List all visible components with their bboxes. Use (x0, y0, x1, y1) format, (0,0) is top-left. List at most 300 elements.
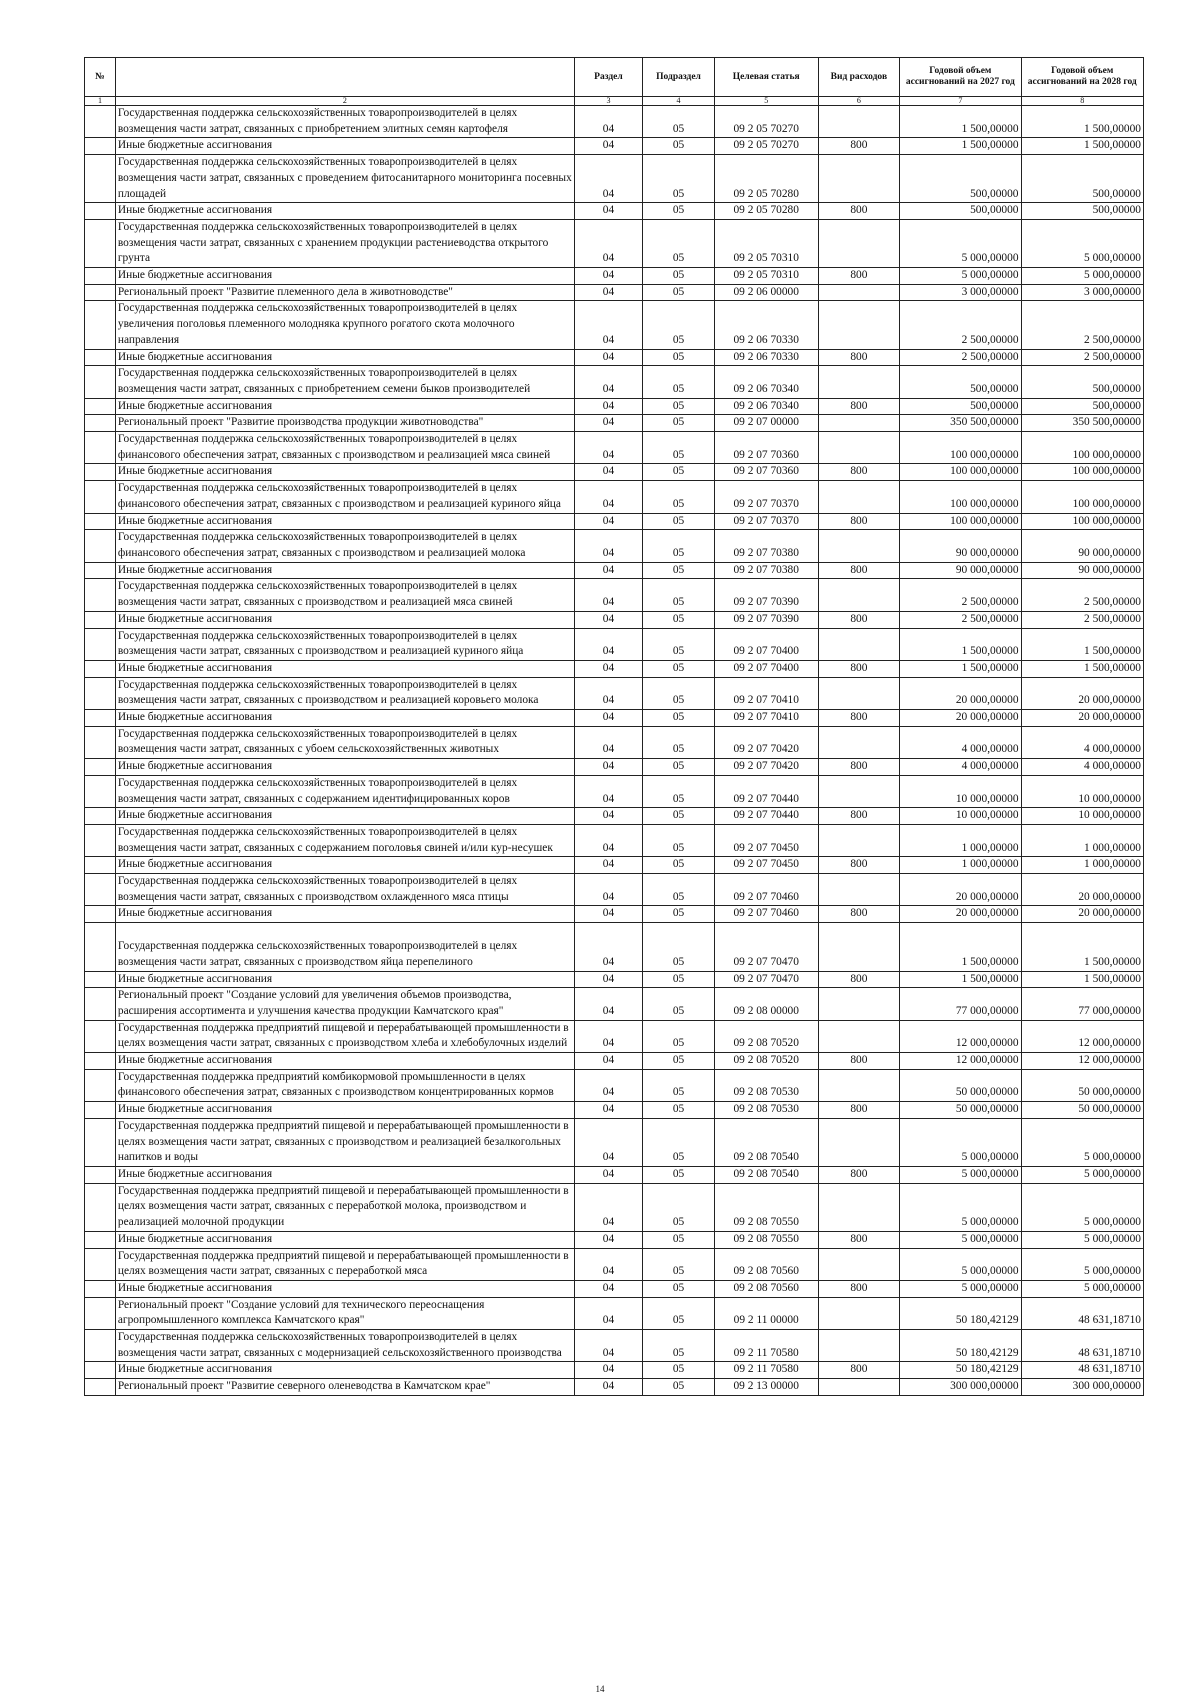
row-target-article-cell: 09 2 07 70460 (714, 906, 818, 923)
row-amount-2027-cell: 90 000,00000 (900, 530, 1021, 562)
row-name-cell: Государственная поддержка сельскохозяйственных товаропроизводителей в целях возмещения части затрат, связанных с производством и реализацией мяса свиней (115, 579, 574, 611)
row-target-article-cell: 09 2 07 70410 (714, 710, 818, 727)
row-amount-2027-cell: 100 000,00000 (900, 481, 1021, 513)
row-expense-type-cell: 800 (818, 710, 900, 727)
row-podrazdel-cell: 05 (643, 759, 715, 776)
row-number-cell (85, 481, 116, 513)
row-podrazdel-cell: 05 (643, 611, 715, 628)
row-razdel-cell: 04 (574, 1379, 642, 1396)
row-target-article-cell: 09 2 08 70540 (714, 1118, 818, 1166)
table-row (85, 398, 1144, 415)
table-row (85, 906, 1144, 923)
row-razdel-cell: 04 (574, 138, 642, 155)
row-name-cell: Государственная поддержка сельскохозяйственных товаропроизводителей в целях увеличения поголовья племенного молодняка крупного рогатого скота молочного направления (115, 301, 574, 349)
row-expense-type-cell: 800 (818, 203, 900, 220)
row-name-cell: Иные бюджетные ассигнования (115, 611, 574, 628)
table-row (85, 513, 1144, 530)
row-number-cell (85, 677, 116, 709)
row-number-cell (85, 284, 116, 301)
row-amount-2028-cell: 500,00000 (1021, 398, 1143, 415)
row-expense-type-cell: 800 (818, 1280, 900, 1297)
row-razdel-cell: 04 (574, 808, 642, 825)
row-number-cell (85, 726, 116, 758)
row-name-cell: Иные бюджетные ассигнования (115, 464, 574, 481)
table-row (85, 530, 1144, 562)
row-podrazdel-cell: 05 (643, 1362, 715, 1379)
row-podrazdel-cell: 05 (643, 268, 715, 285)
row-expense-type-cell: 800 (818, 268, 900, 285)
row-podrazdel-cell: 05 (643, 906, 715, 923)
row-razdel-cell: 04 (574, 301, 642, 349)
row-amount-2027-cell: 20 000,00000 (900, 906, 1021, 923)
row-target-article-cell: 09 2 05 70270 (714, 138, 818, 155)
row-amount-2028-cell: 300 000,00000 (1021, 1379, 1143, 1396)
page-number: 14 (595, 1684, 605, 1694)
row-name-cell: Государственная поддержка сельскохозяйственных товаропроизводителей в целях финансового обеспечения затрат, связанных с производством и реализацией молока (115, 530, 574, 562)
header-number: № (85, 58, 116, 97)
row-target-article-cell: 09 2 07 70380 (714, 562, 818, 579)
row-expense-type-cell: 800 (818, 349, 900, 366)
row-expense-type-cell (818, 677, 900, 709)
row-podrazdel-cell: 05 (643, 138, 715, 155)
table-row (85, 988, 1144, 1020)
row-name-cell: Иные бюджетные ассигнования (115, 513, 574, 530)
row-amount-2027-cell: 1 500,00000 (900, 628, 1021, 660)
row-amount-2028-cell: 5 000,00000 (1021, 1183, 1143, 1231)
row-amount-2027-cell: 20 000,00000 (900, 874, 1021, 906)
row-amount-2027-cell: 1 500,00000 (900, 923, 1021, 971)
table-row (85, 349, 1144, 366)
row-amount-2028-cell: 350 500,00000 (1021, 415, 1143, 432)
table-row (85, 432, 1144, 464)
row-podrazdel-cell: 05 (643, 513, 715, 530)
row-amount-2027-cell: 100 000,00000 (900, 513, 1021, 530)
row-amount-2028-cell: 2 500,00000 (1021, 301, 1143, 349)
row-target-article-cell: 09 2 07 70360 (714, 464, 818, 481)
row-number-cell (85, 464, 116, 481)
row-amount-2028-cell: 50 000,00000 (1021, 1069, 1143, 1101)
row-amount-2028-cell: 500,00000 (1021, 203, 1143, 220)
row-name-cell: Иные бюджетные ассигнования (115, 203, 574, 220)
row-expense-type-cell: 800 (818, 513, 900, 530)
row-name-cell: Государственная поддержка сельскохозяйственных товаропроизводителей в целях возмещения части затрат, связанных с приобретением элитных семян картофеля (115, 106, 574, 138)
row-podrazdel-cell: 05 (643, 1280, 715, 1297)
row-razdel-cell: 04 (574, 1102, 642, 1119)
header-amount-2027: Годовой объем ассигнований на 2027 год (900, 58, 1021, 97)
table-row (85, 155, 1144, 203)
table-row (85, 775, 1144, 807)
row-razdel-cell: 04 (574, 775, 642, 807)
row-expense-type-cell (818, 366, 900, 398)
header-amount-2028: Годовой объем ассигнований на 2028 год (1021, 58, 1143, 97)
row-amount-2028-cell: 48 631,18710 (1021, 1297, 1143, 1329)
table-row (85, 268, 1144, 285)
table-row (85, 481, 1144, 513)
row-number-cell (85, 1330, 116, 1362)
row-amount-2027-cell: 2 500,00000 (900, 579, 1021, 611)
row-podrazdel-cell: 05 (643, 923, 715, 971)
row-name-cell: Государственная поддержка сельскохозяйственных товаропроизводителей в целях возмещения части затрат, связанных с производством и реализацией куриного яйца (115, 628, 574, 660)
row-number-cell (85, 824, 116, 856)
row-target-article-cell: 09 2 07 70440 (714, 808, 818, 825)
row-amount-2027-cell: 5 000,00000 (900, 1231, 1021, 1248)
table-row (85, 726, 1144, 758)
row-name-cell: Государственная поддержка предприятий пищевой и перерабатывающей промышленности в целях возмещения части затрат, связанных с переработкой мяса (115, 1248, 574, 1280)
row-expense-type-cell: 800 (818, 138, 900, 155)
row-podrazdel-cell: 05 (643, 824, 715, 856)
row-name-cell: Иные бюджетные ассигнования (115, 710, 574, 727)
row-amount-2028-cell: 1 500,00000 (1021, 660, 1143, 677)
row-name-cell: Иные бюджетные ассигнования (115, 349, 574, 366)
row-podrazdel-cell: 05 (643, 398, 715, 415)
row-target-article-cell: 09 2 08 70540 (714, 1167, 818, 1184)
row-number-cell (85, 874, 116, 906)
row-amount-2028-cell: 5 000,00000 (1021, 1248, 1143, 1280)
row-podrazdel-cell: 05 (643, 203, 715, 220)
row-razdel-cell: 04 (574, 857, 642, 874)
row-podrazdel-cell: 05 (643, 1248, 715, 1280)
row-expense-type-cell (818, 432, 900, 464)
row-number-cell (85, 562, 116, 579)
row-target-article-cell: 09 2 07 70450 (714, 824, 818, 856)
row-amount-2027-cell: 2 500,00000 (900, 349, 1021, 366)
row-number-cell (85, 579, 116, 611)
row-razdel-cell: 04 (574, 611, 642, 628)
row-razdel-cell: 04 (574, 268, 642, 285)
row-target-article-cell: 09 2 06 70340 (714, 366, 818, 398)
row-podrazdel-cell: 05 (643, 301, 715, 349)
row-amount-2027-cell: 10 000,00000 (900, 808, 1021, 825)
row-podrazdel-cell: 05 (643, 284, 715, 301)
row-name-cell: Государственная поддержка сельскохозяйственных товаропроизводителей в целях возмещения части затрат, связанных с содержанием поголовья свиней и/или кур-несушек (115, 824, 574, 856)
row-podrazdel-cell: 05 (643, 155, 715, 203)
row-name-cell: Государственная поддержка сельскохозяйственных товаропроизводителей в целях возмещения части затрат, связанных с содержанием идентифицированных коров (115, 775, 574, 807)
row-number-cell (85, 1248, 116, 1280)
row-number-cell (85, 1280, 116, 1297)
row-target-article-cell: 09 2 07 70470 (714, 923, 818, 971)
row-razdel-cell: 04 (574, 366, 642, 398)
row-amount-2027-cell: 2 500,00000 (900, 611, 1021, 628)
row-target-article-cell: 09 2 07 70400 (714, 660, 818, 677)
row-name-cell: Государственная поддержка сельскохозяйственных товаропроизводителей в целях возмещения части затрат, связанных с приобретением семени быков производителей (115, 366, 574, 398)
table-row (85, 1069, 1144, 1101)
table-row (85, 106, 1144, 138)
column-number: 3 (574, 97, 642, 106)
row-amount-2028-cell: 2 500,00000 (1021, 611, 1143, 628)
row-razdel-cell: 04 (574, 726, 642, 758)
column-number: 7 (900, 97, 1021, 106)
row-razdel-cell: 04 (574, 988, 642, 1020)
row-target-article-cell: 09 2 06 00000 (714, 284, 818, 301)
row-expense-type-cell (818, 775, 900, 807)
row-podrazdel-cell: 05 (643, 464, 715, 481)
row-number-cell (85, 1069, 116, 1101)
row-amount-2027-cell: 1 000,00000 (900, 857, 1021, 874)
row-amount-2027-cell: 10 000,00000 (900, 775, 1021, 807)
row-razdel-cell: 04 (574, 284, 642, 301)
row-expense-type-cell (818, 1330, 900, 1362)
row-amount-2027-cell: 350 500,00000 (900, 415, 1021, 432)
row-expense-type-cell (818, 415, 900, 432)
table-row (85, 219, 1144, 267)
row-expense-type-cell (818, 284, 900, 301)
row-amount-2028-cell: 1 500,00000 (1021, 628, 1143, 660)
row-number-cell (85, 219, 116, 267)
row-podrazdel-cell: 05 (643, 349, 715, 366)
row-name-cell: Иные бюджетные ассигнования (115, 1280, 574, 1297)
row-amount-2028-cell: 5 000,00000 (1021, 1231, 1143, 1248)
row-podrazdel-cell: 05 (643, 1379, 715, 1396)
row-target-article-cell: 09 2 08 70520 (714, 1053, 818, 1070)
row-podrazdel-cell: 05 (643, 857, 715, 874)
row-expense-type-cell: 800 (818, 1102, 900, 1119)
row-amount-2027-cell: 1 500,00000 (900, 971, 1021, 988)
row-podrazdel-cell: 05 (643, 219, 715, 267)
row-amount-2027-cell: 1 500,00000 (900, 660, 1021, 677)
row-podrazdel-cell: 05 (643, 988, 715, 1020)
row-razdel-cell: 04 (574, 660, 642, 677)
row-amount-2027-cell: 50 000,00000 (900, 1102, 1021, 1119)
row-target-article-cell: 09 2 08 70520 (714, 1020, 818, 1052)
row-amount-2027-cell: 50 180,42129 (900, 1297, 1021, 1329)
row-razdel-cell: 04 (574, 1297, 642, 1329)
row-expense-type-cell (818, 628, 900, 660)
row-name-cell: Иные бюджетные ассигнования (115, 268, 574, 285)
row-number-cell (85, 1362, 116, 1379)
row-number-cell (85, 268, 116, 285)
row-number-cell (85, 906, 116, 923)
table-row (85, 579, 1144, 611)
table-row (85, 562, 1144, 579)
row-razdel-cell: 04 (574, 155, 642, 203)
row-razdel-cell: 04 (574, 628, 642, 660)
row-target-article-cell: 09 2 05 70270 (714, 106, 818, 138)
column-number: 6 (818, 97, 900, 106)
row-amount-2027-cell: 5 000,00000 (900, 1248, 1021, 1280)
table-header-row (85, 58, 1144, 97)
row-amount-2028-cell: 1 000,00000 (1021, 857, 1143, 874)
row-podrazdel-cell: 05 (643, 660, 715, 677)
row-name-cell: Региональный проект "Создание условий для технического переоснащения агропромышленного комплекса Камчатского края" (115, 1297, 574, 1329)
table-row (85, 971, 1144, 988)
row-expense-type-cell (818, 1248, 900, 1280)
row-podrazdel-cell: 05 (643, 415, 715, 432)
row-podrazdel-cell: 05 (643, 726, 715, 758)
row-number-cell (85, 1379, 116, 1396)
row-amount-2027-cell: 5 000,00000 (900, 219, 1021, 267)
row-razdel-cell: 04 (574, 1053, 642, 1070)
row-expense-type-cell (818, 106, 900, 138)
row-target-article-cell: 09 2 08 70550 (714, 1231, 818, 1248)
table-row (85, 660, 1144, 677)
row-podrazdel-cell: 05 (643, 481, 715, 513)
row-amount-2028-cell: 10 000,00000 (1021, 808, 1143, 825)
row-name-cell: Иные бюджетные ассигнования (115, 1231, 574, 1248)
row-amount-2028-cell: 500,00000 (1021, 366, 1143, 398)
row-expense-type-cell (818, 301, 900, 349)
table-row (85, 611, 1144, 628)
row-amount-2028-cell: 20 000,00000 (1021, 710, 1143, 727)
row-amount-2028-cell: 90 000,00000 (1021, 530, 1143, 562)
row-amount-2027-cell: 500,00000 (900, 203, 1021, 220)
row-amount-2028-cell: 5 000,00000 (1021, 268, 1143, 285)
row-razdel-cell: 04 (574, 1231, 642, 1248)
budget-table (84, 57, 1144, 1396)
row-podrazdel-cell: 05 (643, 710, 715, 727)
row-amount-2027-cell: 500,00000 (900, 155, 1021, 203)
row-expense-type-cell (818, 1297, 900, 1329)
row-number-cell (85, 988, 116, 1020)
row-razdel-cell: 04 (574, 349, 642, 366)
row-target-article-cell: 09 2 06 70330 (714, 301, 818, 349)
row-podrazdel-cell: 05 (643, 874, 715, 906)
row-name-cell: Иные бюджетные ассигнования (115, 808, 574, 825)
row-expense-type-cell (818, 530, 900, 562)
row-amount-2027-cell: 5 000,00000 (900, 1280, 1021, 1297)
row-amount-2027-cell: 77 000,00000 (900, 988, 1021, 1020)
row-amount-2027-cell: 100 000,00000 (900, 432, 1021, 464)
row-podrazdel-cell: 05 (643, 1020, 715, 1052)
row-target-article-cell: 09 2 07 70360 (714, 432, 818, 464)
row-target-article-cell: 09 2 06 70330 (714, 349, 818, 366)
row-name-cell: Иные бюджетные ассигнования (115, 857, 574, 874)
row-amount-2027-cell: 50 000,00000 (900, 1069, 1021, 1101)
row-name-cell: Иные бюджетные ассигнования (115, 906, 574, 923)
table-row (85, 759, 1144, 776)
row-podrazdel-cell: 05 (643, 1330, 715, 1362)
row-amount-2028-cell: 5 000,00000 (1021, 1167, 1143, 1184)
row-target-article-cell: 09 2 07 70470 (714, 971, 818, 988)
row-podrazdel-cell: 05 (643, 808, 715, 825)
table-row (85, 203, 1144, 220)
table-row (85, 366, 1144, 398)
column-number: 8 (1021, 97, 1143, 106)
row-number-cell (85, 349, 116, 366)
row-amount-2027-cell: 50 180,42129 (900, 1330, 1021, 1362)
table-row (85, 808, 1144, 825)
table-row (85, 301, 1144, 349)
row-number-cell (85, 1118, 116, 1166)
row-amount-2028-cell: 48 631,18710 (1021, 1330, 1143, 1362)
row-name-cell: Государственная поддержка сельскохозяйственных товаропроизводителей в целях финансового обеспечения затрат, связанных с производством и реализацией мяса свиней (115, 432, 574, 464)
row-target-article-cell: 09 2 05 70310 (714, 219, 818, 267)
row-number-cell (85, 1183, 116, 1231)
row-target-article-cell: 09 2 11 00000 (714, 1297, 818, 1329)
row-name-cell: Государственная поддержка сельскохозяйственных товаропроизводителей в целях возмещения части затрат, связанных с производством и реализацией коровьего молока (115, 677, 574, 709)
row-razdel-cell: 04 (574, 1020, 642, 1052)
row-podrazdel-cell: 05 (643, 1118, 715, 1166)
row-razdel-cell: 04 (574, 824, 642, 856)
row-name-cell: Иные бюджетные ассигнования (115, 398, 574, 415)
row-target-article-cell: 09 2 08 70530 (714, 1069, 818, 1101)
table-row (85, 1248, 1144, 1280)
row-target-article-cell: 09 2 05 70280 (714, 155, 818, 203)
row-expense-type-cell (818, 1020, 900, 1052)
row-expense-type-cell: 800 (818, 398, 900, 415)
row-amount-2028-cell: 1 500,00000 (1021, 923, 1143, 971)
row-target-article-cell: 09 2 07 70390 (714, 579, 818, 611)
row-amount-2028-cell: 2 500,00000 (1021, 349, 1143, 366)
row-name-cell: Иные бюджетные ассигнования (115, 562, 574, 579)
row-name-cell: Иные бюджетные ассигнования (115, 138, 574, 155)
row-name-cell: Иные бюджетные ассигнования (115, 1362, 574, 1379)
row-target-article-cell: 09 2 07 70370 (714, 513, 818, 530)
row-amount-2027-cell: 500,00000 (900, 366, 1021, 398)
row-number-cell (85, 203, 116, 220)
row-target-article-cell: 09 2 08 70560 (714, 1248, 818, 1280)
row-amount-2028-cell: 48 631,18710 (1021, 1362, 1143, 1379)
row-target-article-cell: 09 2 08 70530 (714, 1102, 818, 1119)
row-number-cell (85, 366, 116, 398)
row-amount-2028-cell: 5 000,00000 (1021, 219, 1143, 267)
row-podrazdel-cell: 05 (643, 562, 715, 579)
table-row (85, 874, 1144, 906)
row-amount-2028-cell: 100 000,00000 (1021, 513, 1143, 530)
row-expense-type-cell: 800 (818, 660, 900, 677)
row-name-cell: Государственная поддержка сельскохозяйственных товаропроизводителей в целях финансового обеспечения затрат, связанных с производством и реализацией куриного яйца (115, 481, 574, 513)
row-expense-type-cell: 800 (818, 808, 900, 825)
row-amount-2027-cell: 3 000,00000 (900, 284, 1021, 301)
row-razdel-cell: 04 (574, 1183, 642, 1231)
row-expense-type-cell: 800 (818, 1231, 900, 1248)
row-number-cell (85, 415, 116, 432)
row-name-cell: Региональный проект "Развитие северного оленеводства в Камчатском крае" (115, 1379, 574, 1396)
table-row (85, 1167, 1144, 1184)
header-name (115, 58, 574, 97)
row-name-cell: Региональный проект "Развитие племенного дела в животноводстве" (115, 284, 574, 301)
table-row (85, 1118, 1144, 1166)
row-podrazdel-cell: 05 (643, 1053, 715, 1070)
row-podrazdel-cell: 05 (643, 1102, 715, 1119)
row-target-article-cell: 09 2 08 70560 (714, 1280, 818, 1297)
row-podrazdel-cell: 05 (643, 775, 715, 807)
row-target-article-cell: 09 2 11 70580 (714, 1362, 818, 1379)
row-amount-2028-cell: 100 000,00000 (1021, 481, 1143, 513)
row-name-cell: Государственная поддержка предприятий пищевой и перерабатывающей промышленности в целях возмещения части затрат, связанных с производством хлеба и хлебобулочных изделий (115, 1020, 574, 1052)
table-row (85, 1379, 1144, 1396)
row-expense-type-cell (818, 874, 900, 906)
row-number-cell (85, 759, 116, 776)
table-row (85, 824, 1144, 856)
row-expense-type-cell (818, 219, 900, 267)
header-target-article: Целевая статья (714, 58, 818, 97)
row-name-cell: Государственная поддержка предприятий пищевой и перерабатывающей промышленности в целях возмещения части затрат, связанных с переработкой молока, производством и реализацией молочной продукции (115, 1183, 574, 1231)
row-name-cell: Иные бюджетные ассигнования (115, 660, 574, 677)
row-name-cell: Государственная поддержка сельскохозяйственных товаропроизводителей в целях возмещения части затрат, связанных с убоем сельскохозяйственных животных (115, 726, 574, 758)
row-podrazdel-cell: 05 (643, 1069, 715, 1101)
row-expense-type-cell (818, 481, 900, 513)
row-name-cell: Иные бюджетные ассигнования (115, 1167, 574, 1184)
row-podrazdel-cell: 05 (643, 579, 715, 611)
row-razdel-cell: 04 (574, 971, 642, 988)
row-number-cell (85, 138, 116, 155)
row-name-cell: Государственная поддержка предприятий комбикормовой промышленности в целях финансового обеспечения затрат, связанных с производством концентрированных кормов (115, 1069, 574, 1101)
row-number-cell (85, 301, 116, 349)
row-razdel-cell: 04 (574, 432, 642, 464)
row-amount-2027-cell: 1 500,00000 (900, 106, 1021, 138)
row-number-cell (85, 513, 116, 530)
row-target-article-cell: 09 2 07 70420 (714, 726, 818, 758)
row-target-article-cell: 09 2 07 70370 (714, 481, 818, 513)
row-expense-type-cell: 800 (818, 1053, 900, 1070)
row-podrazdel-cell: 05 (643, 1183, 715, 1231)
row-name-cell: Иные бюджетные ассигнования (115, 971, 574, 988)
row-expense-type-cell (818, 579, 900, 611)
row-name-cell: Государственная поддержка сельскохозяйственных товаропроизводителей в целях возмещения части затрат, связанных с хранением продукции растениеводства открытого грунта (115, 219, 574, 267)
row-amount-2027-cell: 300 000,00000 (900, 1379, 1021, 1396)
row-razdel-cell: 04 (574, 1280, 642, 1297)
row-podrazdel-cell: 05 (643, 1297, 715, 1329)
